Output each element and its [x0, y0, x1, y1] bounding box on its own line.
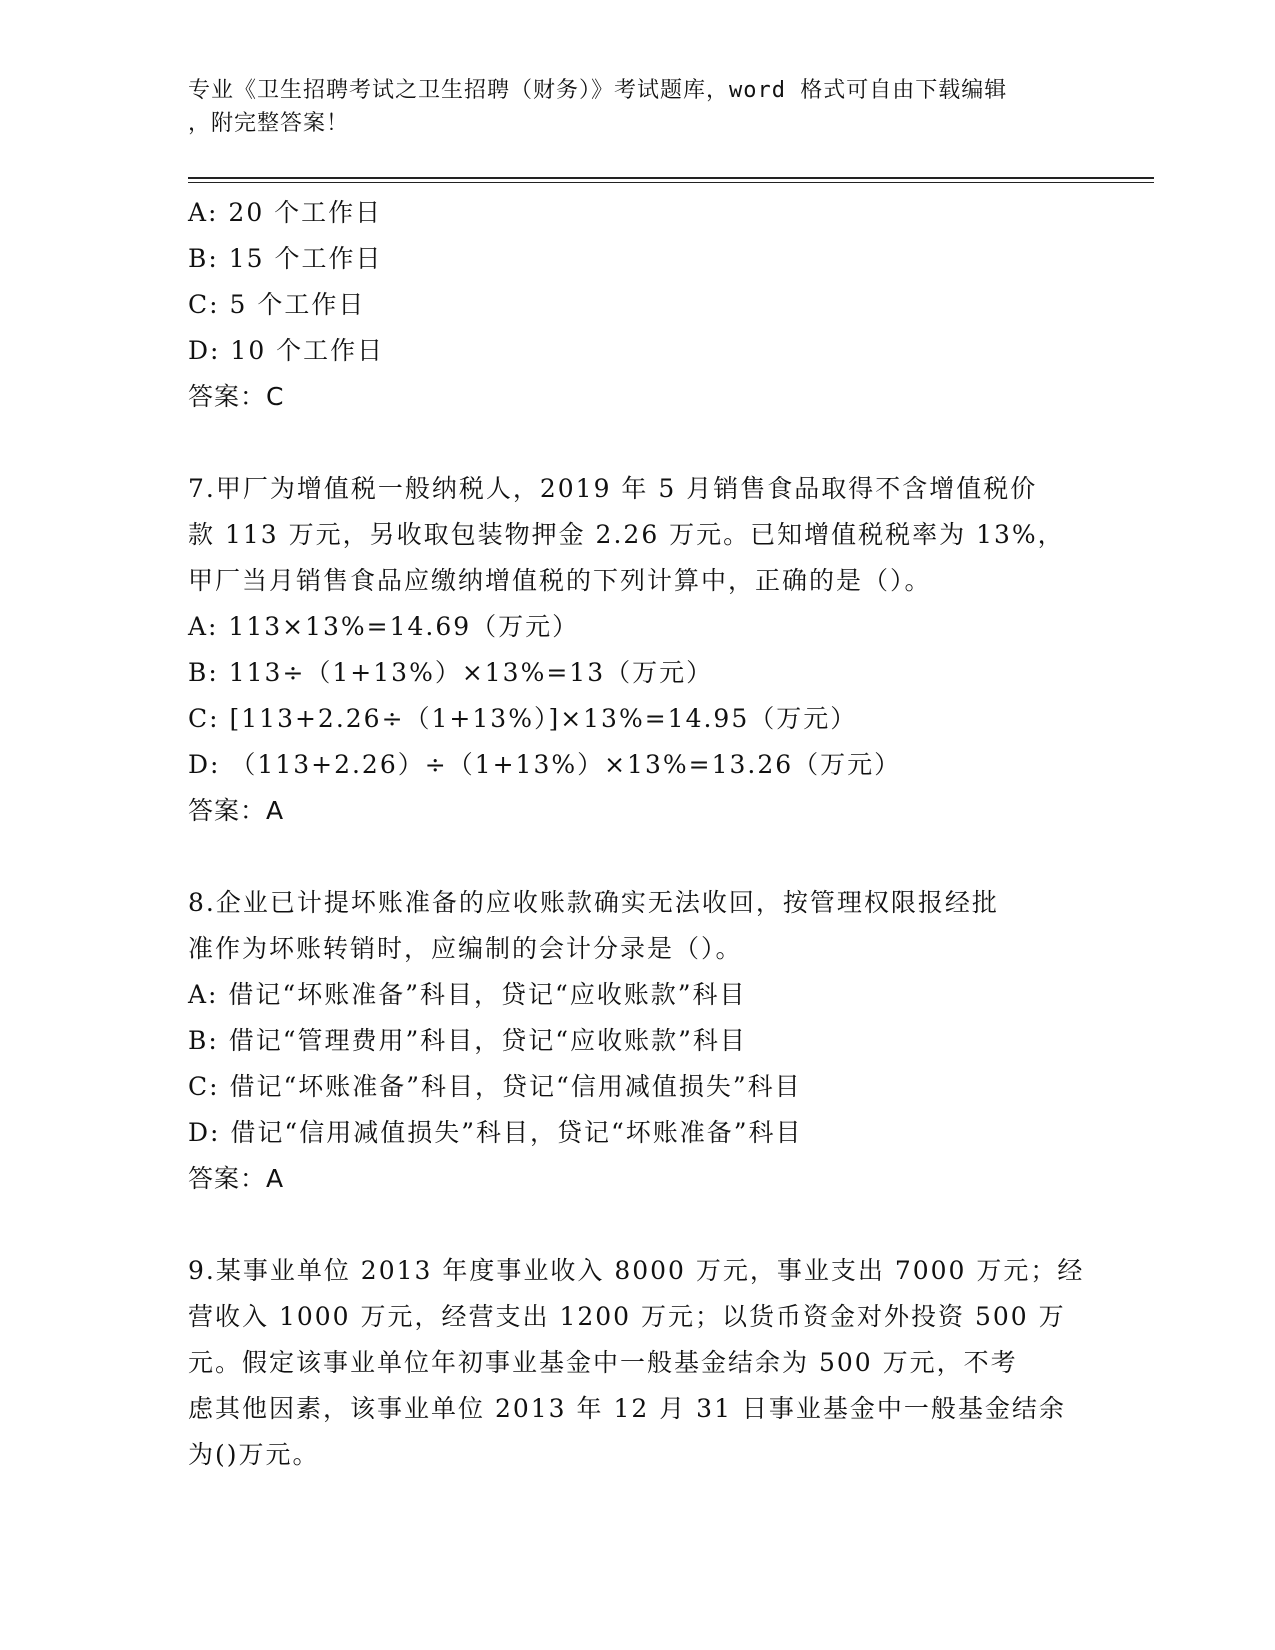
- question-8: [188, 880, 1088, 1202]
- question-7: [188, 466, 1088, 834]
- spacer: [188, 1202, 1088, 1248]
- question-stem-line: 甲厂当月销售食品应缴纳增值税的下列计算中，正确的是（）。: [188, 566, 932, 595]
- option-c: C: 借记“坏账准备”科目，贷记“信用减值损失”科目: [188, 1072, 802, 1101]
- question-stem-line: 准作为坏账转销时，应编制的会计分录是（）。: [188, 934, 743, 963]
- option-a: A: 113×13%=14.69（万元）: [188, 612, 580, 641]
- spacer: [188, 834, 1088, 880]
- spacer: [188, 420, 1088, 466]
- answer-line: 答案：A: [188, 1164, 285, 1193]
- option-b: B: 113÷（1+13%）×13%=13（万元）: [188, 658, 714, 687]
- option-b: B: 借记“管理费用”科目，贷记“应收账款”科目: [188, 1026, 747, 1055]
- option-c: C: 5 个工作日: [188, 290, 366, 319]
- question-stem-line: 元。假定该事业单位年初事业基金中一般基金结余为 500 万元，不考: [188, 1348, 1018, 1377]
- question-stem-line: 为()万元。: [188, 1440, 320, 1469]
- header-line-1: 专业《卫生招聘考试之卫生招聘（财务）》考试题库，word 格式可自由下载编辑: [188, 78, 1008, 103]
- option-a: A: 借记“坏账准备”科目，贷记“应收账款”科目: [188, 980, 747, 1009]
- option-b: B: 15 个工作日: [188, 244, 383, 273]
- option-a: A: 20 个工作日: [188, 198, 383, 227]
- question-9: [188, 1248, 1088, 1478]
- option-c: C: [113+2.26÷（1+13%）]×13%=14.95（万元）: [188, 704, 858, 733]
- question-stem-line: 虑其他因素，该事业单位 2013 年 12 月 31 日事业基金中一般基金结余: [188, 1394, 1066, 1423]
- question-stem-line: 款 113 万元，另收取包装物押金 2.26 万元。已知增值税税率为 13%，: [188, 520, 1065, 549]
- answer-line: 答案：C: [188, 382, 285, 411]
- question-stem-line: 营收入 1000 万元，经营支出 1200 万元；以货币资金对外投资 500 万: [188, 1302, 1066, 1331]
- question-block: [188, 190, 1088, 420]
- header-line-2: ，附完整答案！: [188, 111, 350, 136]
- option-d: D: 借记“信用减值损失”科目，贷记“坏账准备”科目: [188, 1118, 803, 1147]
- document-body: [188, 190, 1088, 1478]
- option-d: D: （113+2.26）÷（1+13%）×13%=13.26（万元）: [188, 750, 902, 779]
- question-stem-line: 7.甲厂为增值税一般纳税人，2019 年 5 月销售食品取得不含增值税价: [188, 474, 1038, 503]
- option-d: D: 10 个工作日: [188, 336, 385, 365]
- page-header: [188, 74, 1068, 140]
- question-stem-line: 9.某事业单位 2013 年度事业收入 8000 万元，事业支出 7000 万元；经: [188, 1256, 1085, 1285]
- header-divider-thin: [188, 182, 1154, 183]
- header-divider: [188, 177, 1154, 179]
- question-stem-line: 8.企业已计提坏账准备的应收账款确实无法收回，按管理权限报经批: [188, 888, 999, 917]
- answer-line: 答案：A: [188, 796, 285, 825]
